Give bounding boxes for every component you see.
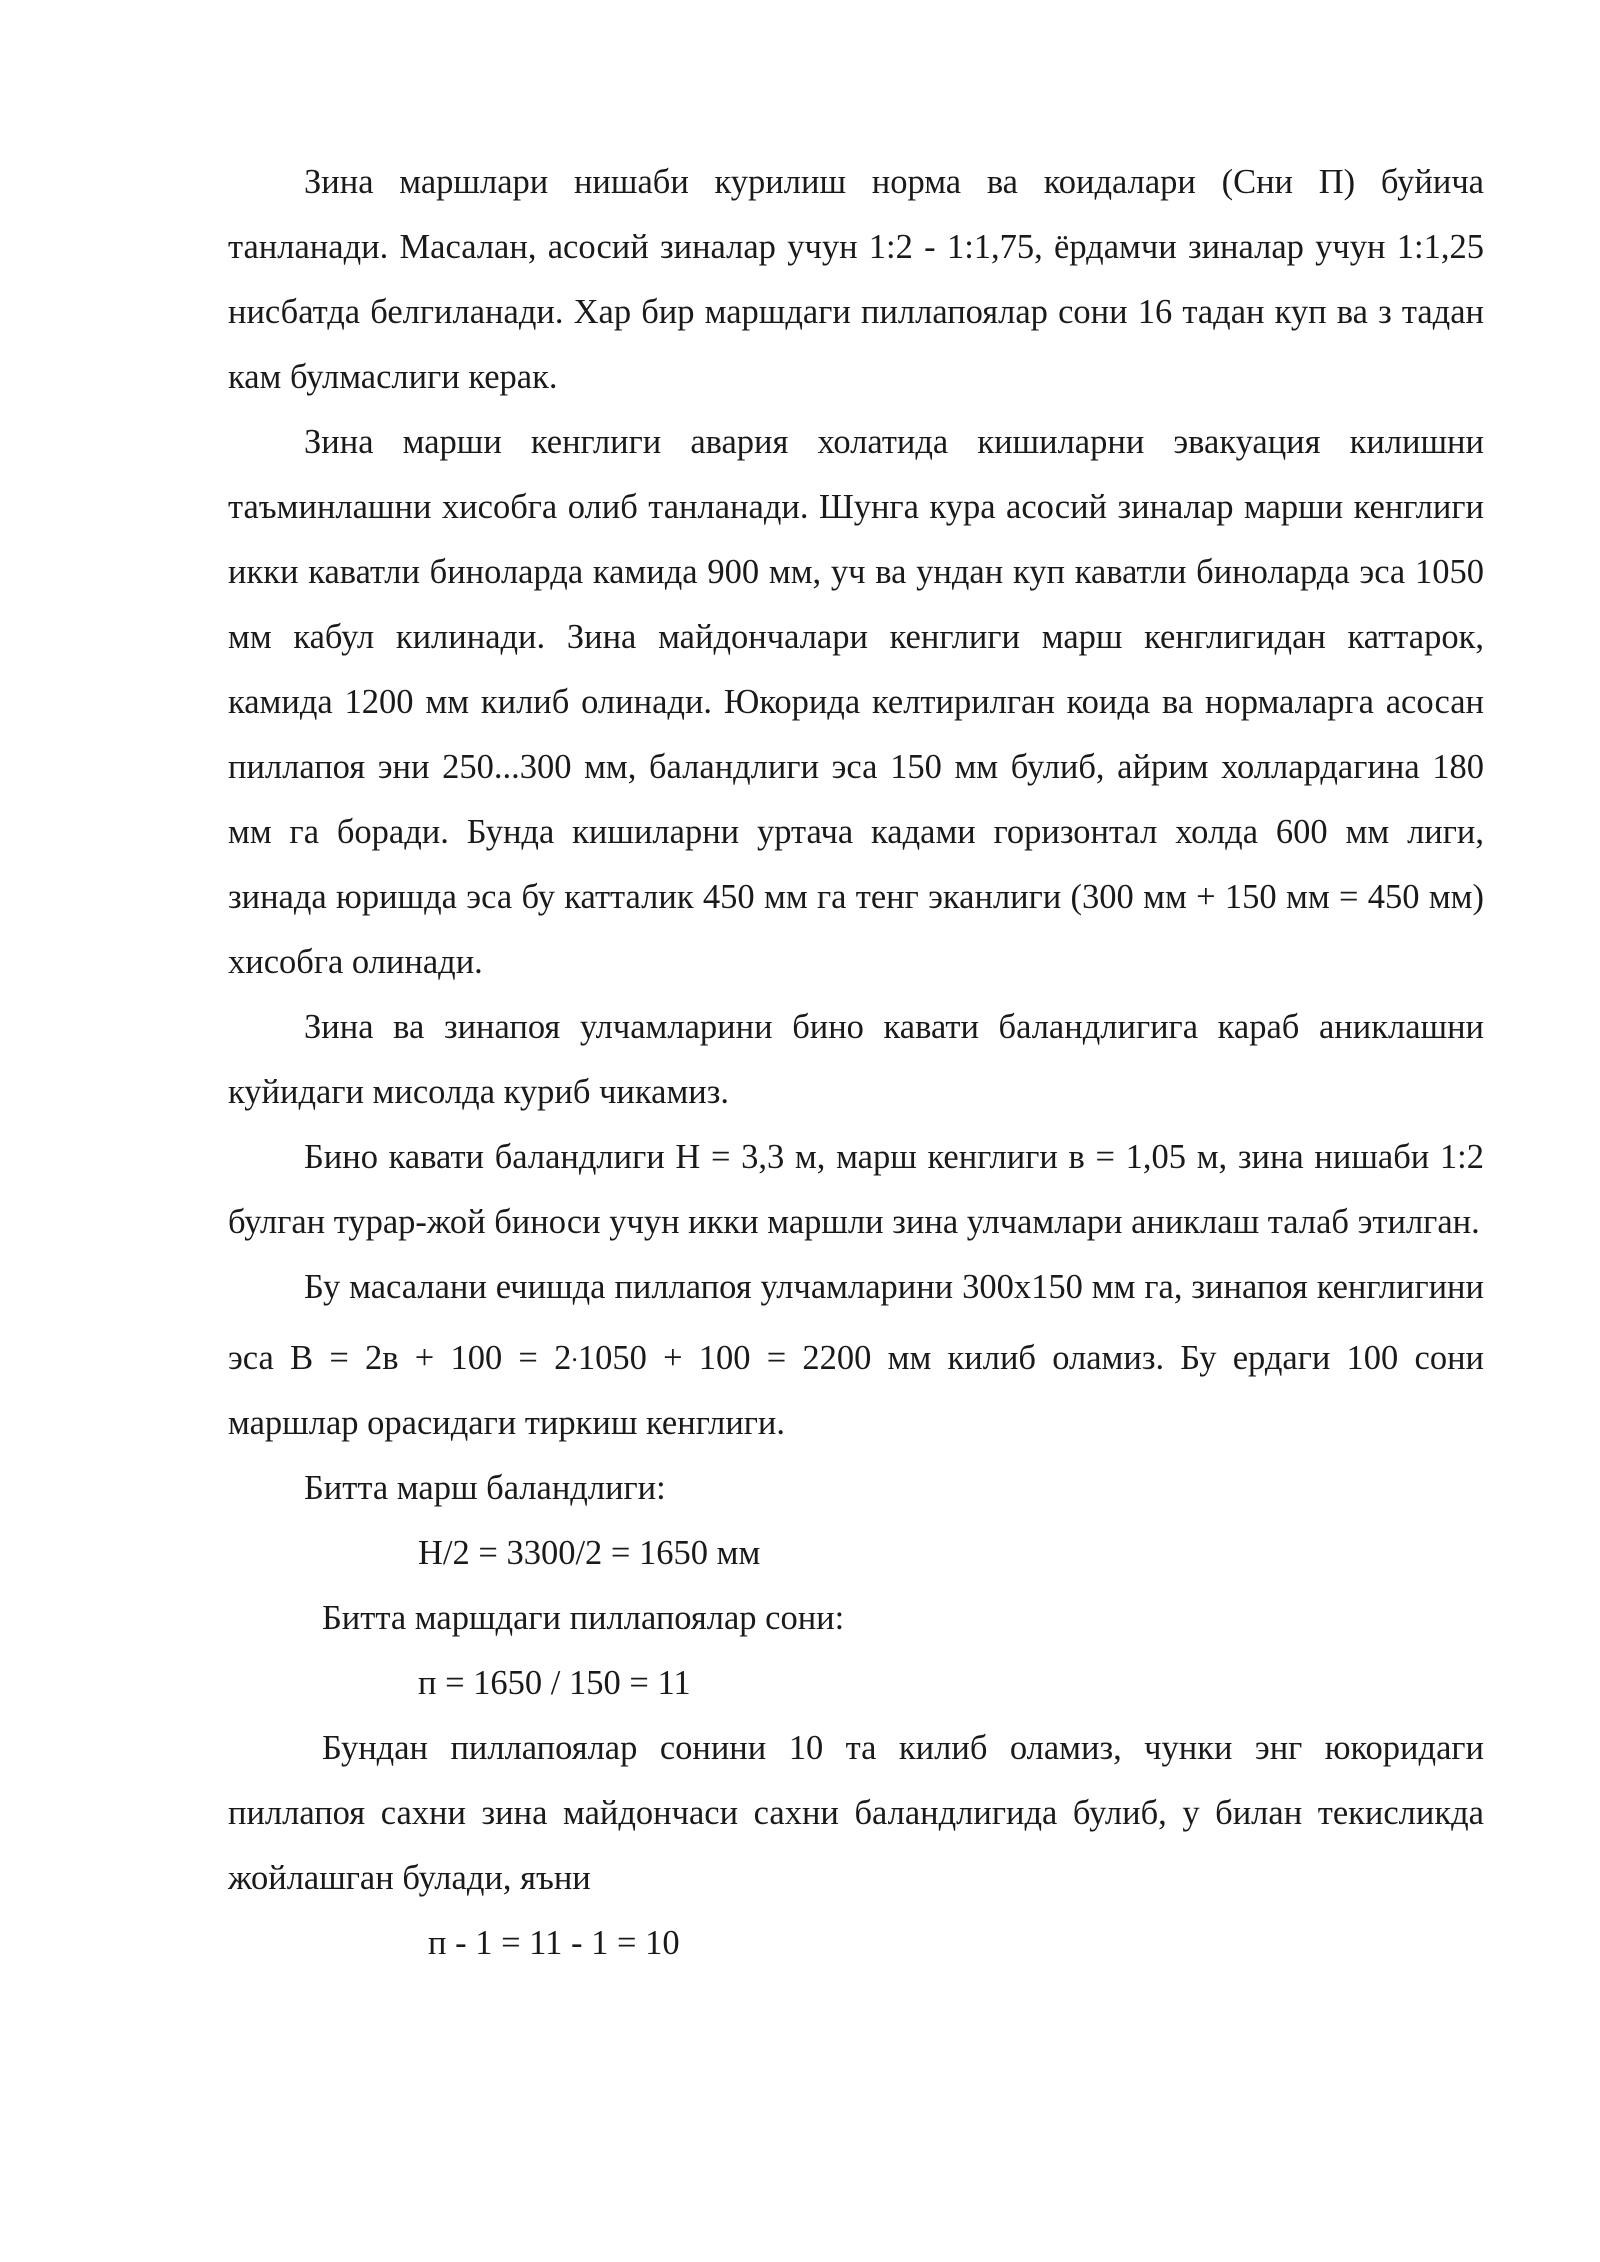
document-page [228, 150, 1484, 1976]
paragraph-example-intro: Зина ва зинапоя улчамларини бино кавати баландлигига караб аниклашни куйидаги мисолда куриб чикамиз. [228, 1008, 1484, 1111]
paragraph-stair-slope: Зина маршлари нишаби курилиш норма ва коидалари (Сни П) буйича танланади. Масалан, асосий зиналар учун 1:2 - 1:1,75, ёрдамчи зиналар учун 1:1,25 нисбатда белгиланади. Хар бир маршдаги пиллапоялар сони 16 тадан куп ва з тадан кам булмаслиги керак. [228, 163, 1484, 396]
paragraph-steps-count-label: Битта маршдаги пиллапоялар сони: [322, 1599, 845, 1637]
paragraph-flight-height-label: Битта марш баландлиги: [304, 1469, 666, 1507]
formula-steps-count: п = 1650 / 150 = 11 [418, 1664, 691, 1702]
solution-text-start: Бу масалани ечишда пиллапоя улчамларини 300х150 мм га, зинапоя кенглигини эса В = 2в + 100 = 2 [228, 1268, 1484, 1377]
paragraph-steps-conclusion: Бундан пиллапоялар сонини 10 та килиб оламиз, чунки энг юкоридаги пиллапоя сахни зина майдончаси сахни баландлигида булиб, у билан текисликда жойлашган булади, яъни [228, 1729, 1484, 1897]
paragraph-stair-width: Зина марши кенглиги авария холатида кишиларни эвакуация килишни таъминлашни хисобга олиб танланади. Шунга кура асосий зиналар марши кенглиги икки каватли биноларда камида 900 мм, уч ва ундан куп каватли биноларда эса 1050 мм кабул килинади. Зина майдончалари кенглиги марш кенглигидан каттарок, камида 1200 мм килиб олинади. Юкорида келтирилган коида ва нормаларга асосан пиллапоя эни 250...300 мм, баландлиги эса 150 мм булиб, айрим холлардагина 180 мм га боради. Бунда кишиларни уртача кадами горизонтал холда 600 мм лиги, зинада юришда эса бу катталик 450 мм га тенг эканлиги (300 мм + 150 мм = 450 мм) хисобга олинади. [228, 423, 1484, 981]
formula-steps-final: п - 1 = 11 - 1 = 10 [428, 1924, 680, 1962]
multiplication-dot: . [571, 1338, 578, 1367]
formula-flight-height: Н/2 = 3300/2 = 1650 мм [418, 1534, 761, 1572]
paragraph-solution [228, 1255, 1484, 1456]
paragraph-example-conditions: Бино кавати баландлиги Н = 3,3 м, марш кенглиги в = 1,05 м, зина нишаби 1:2 булган турар-жой биноси учун икки маршли зина улчамлари аниклаш талаб этилган. [228, 1138, 1484, 1241]
solution-text-end: 1050 + 100 = 2200 мм килиб оламиз. Бу ердаги 100 сони маршлар орасидаги тиркиш кенглиги. [228, 1339, 1484, 1442]
